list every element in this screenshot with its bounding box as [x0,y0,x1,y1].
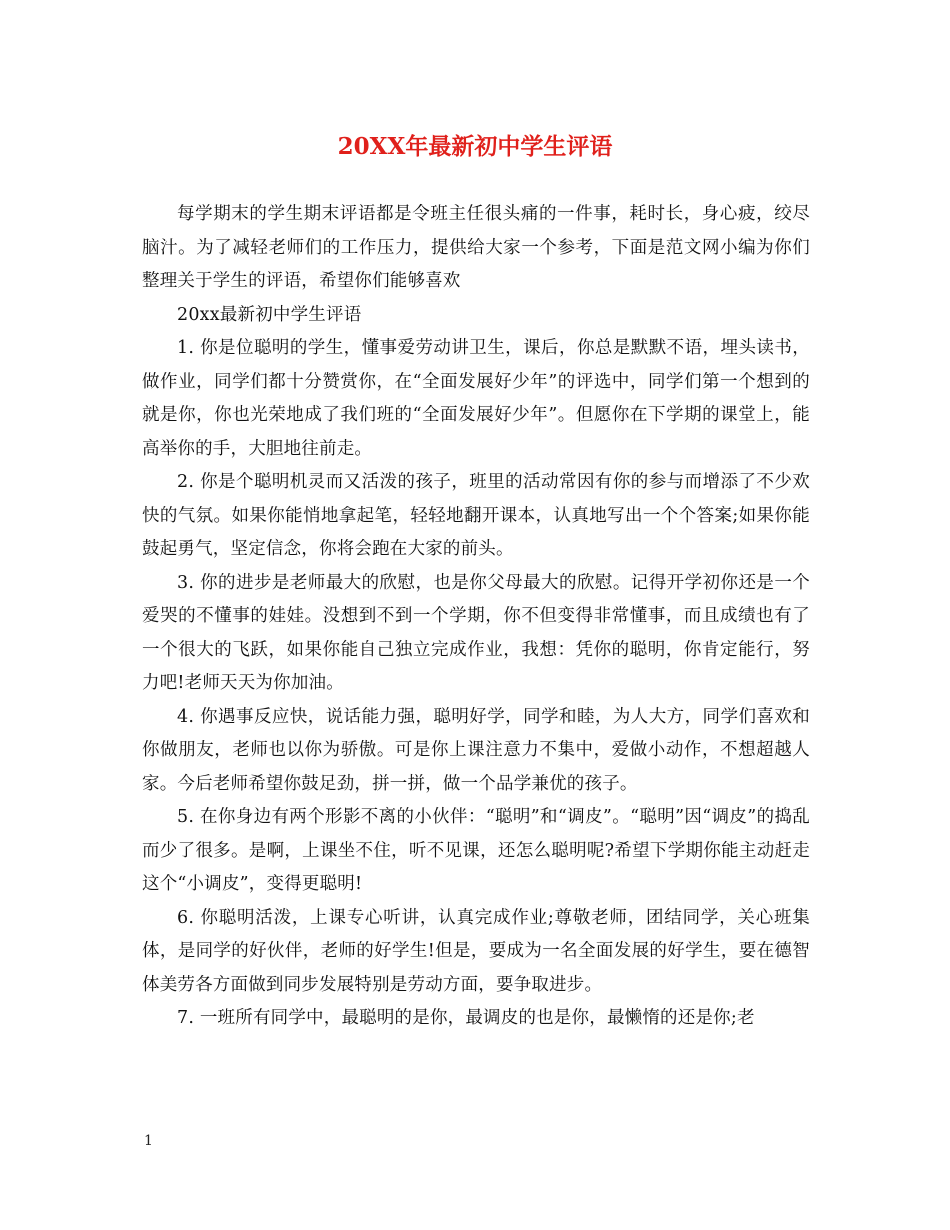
comment-paragraph-7: 7. 一班所有同学中，最聪明的是你，最调皮的也是你，最懒惰的还是你;老 [177,1008,755,1028]
comment-paragraph-1: 1. 你是位聪明的学生，懂事爱劳动讲卫生，课后，你总是默默不语，埋头读书，做作业，同学们都十分赞赏你，在“全面发展好少年”的评选中，同学们第一个想到的就是你，你也光荣地成了我们班的“全面发展好少年”。但愿你在下学期的课堂上，能高举你的手，大胆地往前走。 [142,338,810,459]
section-heading: 20xx最新初中学生评语 [177,304,362,325]
comment-paragraph-6: 6. 你聪明活泼，上课专心听讲，认真完成作业;尊敬老师，团结同学，关心班集体，是同学的好伙伴，老师的好学生!但是，要成为一名全面发展的好学生，要在德智体美劳各方面做到同步发展特别是劳动方面，要争取进步。 [142,907,810,995]
page-number: 1 [144,1133,153,1149]
document-title: 20XX年最新初中学生评语 [337,133,613,160]
document-body [142,198,810,1036]
intro-paragraph: 每学期末的学生期末评语都是令班主任很头痛的一件事，耗时长，身心疲，绞尽脑汁。为了减轻老师们的工作压力，提供给大家一个参考，下面是范文网小编为你们整理关于学生的评语，希望你们能够喜欢 [142,204,810,291]
comment-paragraph-4: 4. 你遇事反应快，说话能力强，聪明好学，同学和睦，为人大方，同学们喜欢和你做朋友，老师也以你为骄傲。可是你上课注意力不集中，爱做小动作，不想超越人家。今后老师希望你鼓足劲，拼一拼，做一个品学兼优的孩子。 [142,706,810,794]
comment-paragraph-5: 5. 在你身边有两个形影不离的小伙伴：“聪明”和“调皮”。“聪明”因“调皮”的捣乱而少了很多。是啊，上课坐不住，听不见课，还怎么聪明呢?希望下学期你能主动赶走这个“小调皮”，变得更聪明! [142,807,810,894]
comment-paragraph-3: 3. 你的进步是老师最大的欣慰，也是你父母最大的欣慰。记得开学初你还是一个爱哭的不懂事的娃娃。没想到不到一个学期，你不但变得非常懂事，而且成绩也有了一个很大的飞跃，如果你能自己独立完成作业，我想：凭你的聪明，你肯定能行，努力吧!老师天天为你加油。 [142,572,810,693]
comment-paragraph-2: 2. 你是个聪明机灵而又活泼的孩子，班里的活动常因有你的参与而增添了不少欢快的气氛。如果你能悄地拿起笔，轻轻地翻开课本，认真地写出一个个答案;如果你能鼓起勇气，坚定信念，你将会跑在大家的前头。 [142,472,810,559]
